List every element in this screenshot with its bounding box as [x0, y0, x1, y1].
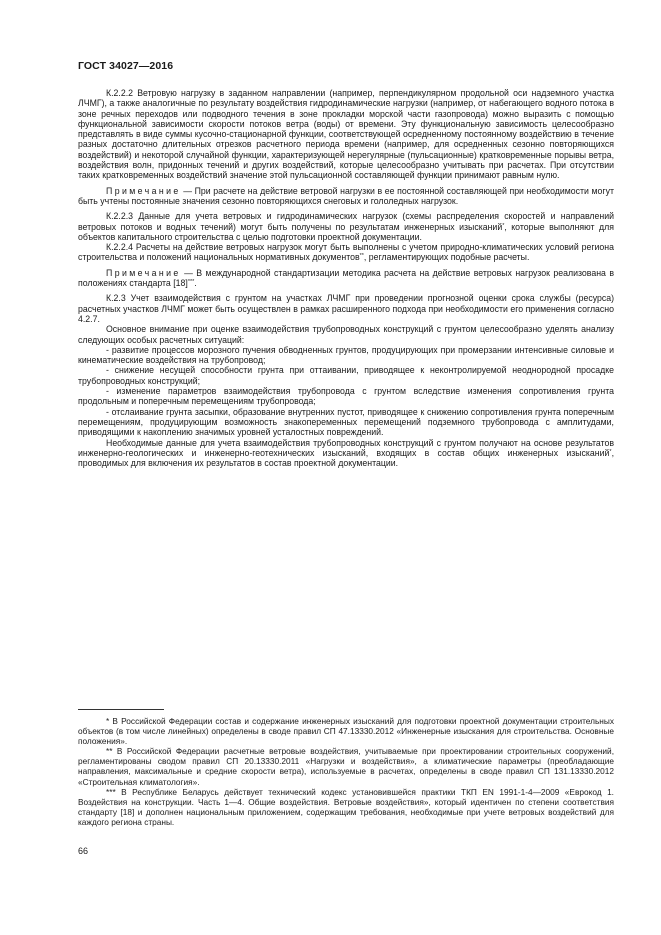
footnote-2 [78, 746, 614, 786]
paragraph-text: К.2.2.3 Данные для учета ветровых и гидродинамических нагрузок (схемы распределения скоростей и направлений ветровых потоков и водных течений) могут быть получены по результатам инженерных изысканий [78, 211, 614, 232]
paragraph-k23: К.2.3 Учет взаимодействия с грунтом на участках ЛЧМГ при проведении прогнозной оценки срока службы (ресурса) расчетных участков ЛЧМГ может быть осуществлен в рамках расширенного подхода при необходимости его применения согласно 4.2.7. [78, 293, 614, 324]
list-item: - изменение параметров взаимодействия трубопровода с грунтом вследствие изменения сопротивления грунта продольным и поперечным перемещениям трубопровода; [78, 386, 614, 407]
paragraph-k222: К.2.2.2 Ветровую нагрузку в заданном направлении (например, перпендикулярном продольной оси надземного участка ЛЧМГ), а также аналогичные по результату воздействия гидродинамические нагрузки (например, от набегающего водного потока в зоне речных переходов или подводного течения в зоне прокладки морской части газопровода) можно выразить с помощью функциональной зависимости скорости потоков ветра (воды) от времени. Эту функциональную зависимость целесообразно представлять в виде суммы кусочно-стационарной функции, соответствующей осредненному постоянному воздействию в течение разных достаточно длительных отрезков расчетного периода времени (например, для осредненных сезонно повторяющихся воздействий) и некоторой случайной функции, характеризующей нерегулярные (пульсационные) кратковременные порывы ветра, воздействия волн, придонных течений и других воздействий, которые целесообразно учитывать при расчетах. При отсутствии таких кратковременных воздействий значение этой пульсационной составляющей функции принимают равным нулю. [78, 88, 614, 181]
note-1 [78, 186, 614, 207]
footnote-3 [78, 787, 614, 827]
footnote-mark: *** [106, 786, 116, 797]
paragraph-required-data [78, 438, 614, 469]
paragraph-text: , которые выполняют для объектов капитального строительства с целью подготовки проектной документации. [78, 221, 614, 242]
paragraph-k223 [78, 211, 614, 242]
footnotes [78, 716, 614, 827]
paragraph-text: Необходимые данные для учета взаимодействия трубопроводных конструкций с грунтом получают на основе результатов инженерно-геологических и инженерно-геотехнических изысканий, входящих в состав общих инженерных изысканий [78, 437, 614, 458]
paragraph-text: , регламентирующих подобные расчеты. [363, 252, 530, 263]
footnote-text: В Республике Беларусь действует технический кодекс установившейся практики ТКП EN 1991-1-4—2009 «Еврокод 1. Воздействия на конструкции. Часть 1—4. Общие воздействия. Ветровые воздействия», который идентичен по степени соответствия стандарту [18] и дополнен национальным приложением, содержащим требования, необходимые при учете ветровых воздействий для каждого региона страны. [78, 786, 614, 827]
note-label: Примечание [106, 185, 181, 196]
note-text: — В международной стандартизации методика расчета на действие ветровых нагрузок реализована в положениях стандарта [18] [78, 267, 614, 289]
footnote-mark: ** [106, 746, 113, 757]
footnote-mark: * [106, 716, 110, 726]
note-text: — При расчете на действие ветровой нагрузки в ее постоянной составляющей при необходимости могут быть учтены постоянные значения сезонно повторяющихся снеговых и гололедных нагрузок. [78, 185, 614, 206]
list-item: - отслаивание грунта засыпки, образование внутренних пустот, приводящее к снижению сопротивления грунта поперечным перемещениям, продуцирующим возможность знакопеременных перемещений подземного трубопровода с амплитудами, приводящими к накоплению значимых уровней усталостных повреждений. [78, 406, 614, 438]
footnote-divider [78, 709, 164, 710]
paragraph-text: К.2.2.4 Расчеты на действие ветровых нагрузок могут быть выполнены с учетом природно-климатических условий региона строительства и положений национальных нормативных документов [78, 242, 614, 263]
footnote-text: В Российской Федерации состав и содержание инженерных изысканий для подготовки проектной документации строительных объектов (в том числе линейных) определены в своде правил СП 47.13330.2012 «Инженерные изыскания для строительства. Основные положения». [78, 716, 614, 747]
footnote-ref: ** [359, 253, 364, 260]
page-number: 66 [78, 846, 89, 856]
paragraph-text: , проводимых для включения их результатов в состав проектной документации. [78, 447, 614, 469]
note-2 [78, 268, 614, 289]
paragraph-k224 [78, 242, 614, 263]
footnote-text: В Российской Федерации расчетные ветровые воздействия, учитываемые при проектировании строительных сооружений, регламентированы сводом правил СП 20.13330.2011 «Нагрузки и воздействия», а климатические параметры (преобладающие направления, максимальные и средние скорости ветра), используемые в расчетах, определены в своде правил СП 131.13330.2012 «Строительная климатология». [78, 746, 614, 787]
document-header: ГОСТ 34027—2016 [78, 60, 174, 72]
footnote-1 [78, 716, 614, 746]
list-item: - снижение несущей способности грунта при оттаивании, приводящее к неконтролируемой неоднородной просадке трубопроводных конструкций; [78, 365, 614, 386]
list-item: - развитие процессов морозного пучения обводненных грунтов, продуцирующих при промерзании интенсивные силовые и кинематические воздействия на трубопровод; [78, 344, 614, 366]
footnote-ref: * [609, 448, 612, 455]
document-body [78, 88, 614, 468]
footnote-ref: * [502, 222, 505, 229]
note-text: . [194, 278, 197, 289]
paragraph-main-focus: Основное внимание при оценке взаимодействия трубопроводных конструкций с грунтом целесообразно уделять анализу следующих особых расчетных ситуаций: [78, 324, 614, 345]
footnote-ref: *** [187, 279, 195, 286]
note-label: Примечание [106, 267, 181, 278]
